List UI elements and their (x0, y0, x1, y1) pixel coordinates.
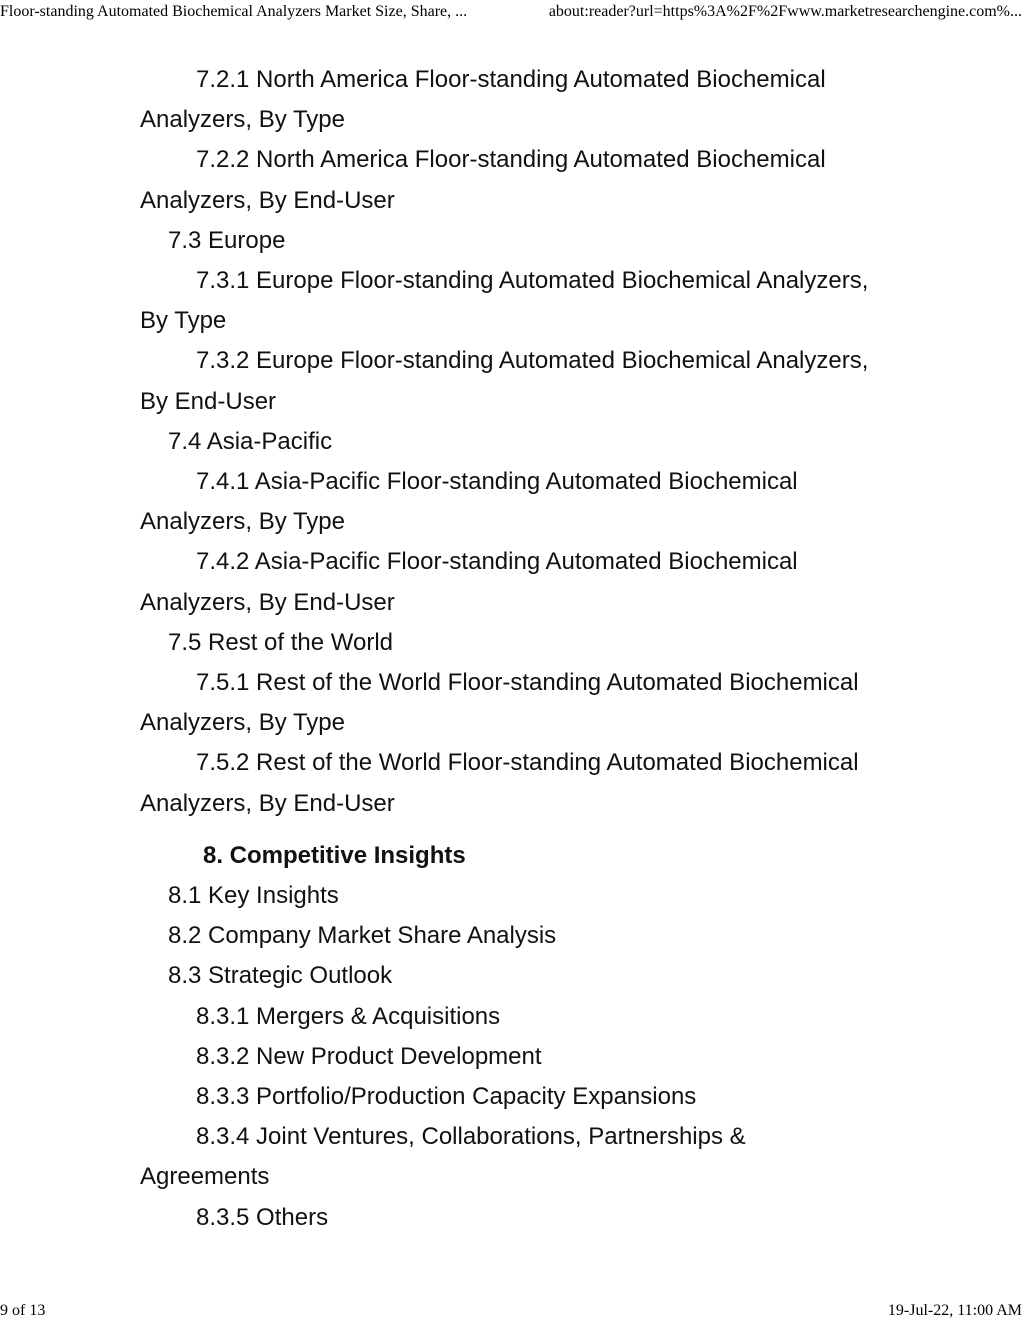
toc-item-7-5: 7.5 Rest of the World (168, 628, 393, 656)
print-datetime: 19-Jul-22, 11:00 AM (887, 1302, 1022, 1319)
print-footer (0, 1302, 1024, 1322)
toc-item-7-3-2: 7.3.2 Europe Floor-standing Automated Biochemical Analyzers, By End-User (140, 347, 869, 415)
toc-item-7-2-2: 7.2.2 North America Floor-standing Automated Biochemical Analyzers, By End-User (140, 146, 826, 214)
toc-item-7-3-1: 7.3.1 Europe Floor-standing Automated Biochemical Analyzers, By Type (140, 267, 869, 335)
page-url: about:reader?url=https%3A%2F%2Fwww.marketresearchengine.com%... (548, 3, 1022, 20)
toc-item-7-5-1: 7.5.1 Rest of the World Floor-standing Automated Biochemical Analyzers, By Type (140, 669, 859, 737)
page-number: 9 of 13 (0, 1302, 46, 1319)
page-title: Floor-standing Automated Biochemical Analyzers Market Size, Share, ... (0, 3, 468, 20)
toc-item-8-3-5: 8.3.5 Others (196, 1203, 329, 1231)
toc-item-7-4-2: 7.4.2 Asia-Pacific Floor-standing Automated Biochemical Analyzers, By End-User (140, 548, 798, 616)
toc-item-8-1: 8.1 Key Insights (168, 882, 339, 910)
toc-item-7-2-1: 7.2.1 North America Floor-standing Automated Biochemical Analyzers, By Type (140, 66, 826, 134)
toc-item-8-3: 8.3 Strategic Outlook (168, 962, 393, 990)
toc-content (140, 60, 880, 1238)
toc-item-8-2: 8.2 Company Market Share Analysis (168, 922, 557, 950)
toc-item-7-5-2: 7.5.2 Rest of the World Floor-standing Automated Biochemical Analyzers, By End-User (140, 749, 859, 817)
toc-item-8-3-2: 8.3.2 New Product Development (196, 1042, 542, 1070)
toc-item-8-3-1: 8.3.1 Mergers & Acquisitions (196, 1002, 501, 1030)
toc-item-8-3-4: 8.3.4 Joint Ventures, Collaborations, Partnerships & Agreements (140, 1123, 746, 1191)
section-heading-8: 8. Competitive Insights (203, 841, 466, 869)
toc-item-8-3-3: 8.3.3 Portfolio/Production Capacity Expansions (196, 1083, 697, 1111)
toc-item-7-4: 7.4 Asia-Pacific (168, 427, 333, 455)
print-header (0, 3, 1024, 23)
toc-item-7-3: 7.3 Europe (168, 226, 286, 254)
toc-item-7-4-1: 7.4.1 Asia-Pacific Floor-standing Automated Biochemical Analyzers, By Type (140, 468, 798, 536)
